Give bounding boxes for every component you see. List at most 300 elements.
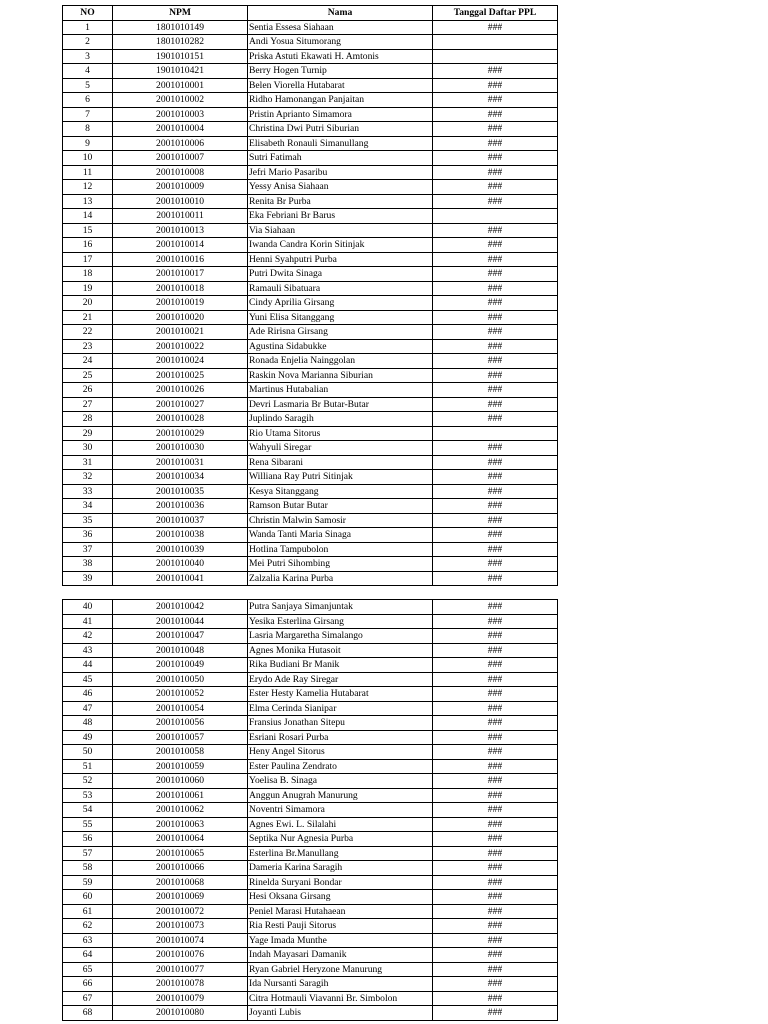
row-nama: Erydo Ade Ray Siregar [248,672,433,687]
row-npm: 2001010018 [113,281,248,296]
row-tanggal: ### [433,788,558,803]
row-tanggal: ### [433,672,558,687]
row-tanggal: ### [433,759,558,774]
row-npm: 2001010039 [113,542,248,557]
table-row [63,397,558,412]
table-row [63,223,558,238]
table-row [63,325,558,340]
row-nama: Yesika Esterlina Girsang [248,614,433,629]
row-no: 18 [63,267,113,282]
row-tanggal: ### [433,542,558,557]
row-tanggal: ### [433,904,558,919]
row-nama: Christin Malwin Samosir [248,513,433,528]
row-npm: 2001010026 [113,383,248,398]
row-tanggal: ### [433,933,558,948]
row-npm: 2001010030 [113,441,248,456]
table-row [63,455,558,470]
table-row [63,470,558,485]
table-row [63,194,558,209]
row-no: 10 [63,151,113,166]
row-nama: Sutri Fatimah [248,151,433,166]
row-no: 6 [63,93,113,108]
row-tanggal: ### [433,310,558,325]
table-row [63,904,558,919]
table-row [63,484,558,499]
table-row [63,962,558,977]
row-npm: 2001010064 [113,832,248,847]
row-tanggal: ### [433,296,558,311]
row-no: 52 [63,774,113,789]
table-row [63,745,558,760]
row-no: 23 [63,339,113,354]
row-tanggal: ### [433,78,558,93]
row-no: 36 [63,528,113,543]
row-nama: Williana Ray Putri Sitinjak [248,470,433,485]
row-no: 16 [63,238,113,253]
row-nama: Ridho Hamonangan Panjaitan [248,93,433,108]
row-npm: 2001010004 [113,122,248,137]
row-nama: Ramson Butar Butar [248,499,433,514]
row-nama: Dameria Karina Saragih [248,861,433,876]
table-row [63,209,558,224]
row-no: 31 [63,455,113,470]
row-nama: Elma Cerinda Sianipar [248,701,433,716]
row-no: 46 [63,687,113,702]
row-nama: Mei Putri Sihombing [248,557,433,572]
table-row [63,296,558,311]
row-npm: 2001010040 [113,557,248,572]
table-row [63,672,558,687]
row-npm: 2001010014 [113,238,248,253]
row-tanggal: ### [433,571,558,586]
student-table-part-1 [62,5,558,586]
row-tanggal: ### [433,252,558,267]
row-npm: 1801010149 [113,20,248,35]
row-npm: 2001010066 [113,861,248,876]
row-no: 44 [63,658,113,673]
row-tanggal: ### [433,991,558,1006]
table-row [63,383,558,398]
row-npm: 2001010068 [113,875,248,890]
row-no: 33 [63,484,113,499]
row-no: 12 [63,180,113,195]
table-row [63,93,558,108]
table-row [63,817,558,832]
row-tanggal: ### [433,441,558,456]
row-no: 28 [63,412,113,427]
row-tanggal: ### [433,528,558,543]
row-tanggal: ### [433,890,558,905]
row-tanggal: ### [433,875,558,890]
table-row [63,875,558,890]
table-row [63,339,558,354]
row-npm: 2001010060 [113,774,248,789]
row-nama: Esterlina Br.Manullang [248,846,433,861]
row-tanggal: ### [433,846,558,861]
row-npm: 2001010036 [113,499,248,514]
table-row [63,165,558,180]
row-nama: Agnes Ewi. L. Silalahi [248,817,433,832]
row-npm: 2001010010 [113,194,248,209]
row-nama: Noventri Simamora [248,803,433,818]
header-row [63,6,558,21]
row-tanggal: ### [433,194,558,209]
table-row [63,933,558,948]
row-no: 56 [63,832,113,847]
row-no: 13 [63,194,113,209]
row-nama: Eka Febriani Br Barus [248,209,433,224]
header-npm: NPM [113,6,248,21]
row-tanggal: ### [433,397,558,412]
row-no: 15 [63,223,113,238]
row-tanggal: ### [433,817,558,832]
row-nama: Yessy Anisa Siahaan [248,180,433,195]
table-row [63,1006,558,1021]
row-npm: 2001010035 [113,484,248,499]
row-npm: 2001010056 [113,716,248,731]
row-npm: 2001010001 [113,78,248,93]
row-no: 32 [63,470,113,485]
student-table-part-2 [62,599,558,1021]
row-npm: 2001010063 [113,817,248,832]
row-npm: 2001010034 [113,470,248,485]
table-row [63,759,558,774]
row-npm: 2001010052 [113,687,248,702]
row-npm: 2001010003 [113,107,248,122]
row-npm: 2001010027 [113,397,248,412]
row-no: 5 [63,78,113,93]
row-no: 14 [63,209,113,224]
row-npm: 2001010041 [113,571,248,586]
row-npm: 2001010049 [113,658,248,673]
row-no: 51 [63,759,113,774]
row-no: 35 [63,513,113,528]
row-tanggal [433,35,558,50]
row-tanggal: ### [433,64,558,79]
row-nama: Wanda Tanti Maria Sinaga [248,528,433,543]
row-npm: 2001010065 [113,846,248,861]
row-no: 11 [63,165,113,180]
row-no: 49 [63,730,113,745]
row-tanggal: ### [433,412,558,427]
row-nama: Pristin Aprianto Simamora [248,107,433,122]
row-nama: Esriani Rosari Purba [248,730,433,745]
table-row [63,991,558,1006]
row-nama: Cindy Aprilia Girsang [248,296,433,311]
table-row [63,122,558,137]
row-tanggal: ### [433,267,558,282]
row-no: 64 [63,948,113,963]
table-row [63,643,558,658]
table-row [63,557,558,572]
row-tanggal: ### [433,499,558,514]
row-no: 25 [63,368,113,383]
row-nama: Ida Nursanti Saragih [248,977,433,992]
table-row [63,730,558,745]
row-npm: 2001010073 [113,919,248,934]
row-npm: 2001010025 [113,368,248,383]
table-row [63,977,558,992]
header-no: NO [63,6,113,21]
table-row [63,281,558,296]
table-row [63,803,558,818]
row-tanggal: ### [433,716,558,731]
row-npm: 2001010019 [113,296,248,311]
row-nama: Martinus Hutabalian [248,383,433,398]
row-no: 4 [63,64,113,79]
row-npm: 2001010007 [113,151,248,166]
table-row [63,267,558,282]
row-no: 27 [63,397,113,412]
row-nama: Devri Lasmaria Br Butar-Butar [248,397,433,412]
row-npm: 2001010050 [113,672,248,687]
row-no: 63 [63,933,113,948]
row-npm: 2001010078 [113,977,248,992]
row-npm: 2001010029 [113,426,248,441]
row-npm: 2001010080 [113,1006,248,1021]
row-nama: Hesi Oksana Girsang [248,890,433,905]
header-nama: Nama [248,6,433,21]
table-row [63,20,558,35]
row-no: 60 [63,890,113,905]
row-npm: 2001010028 [113,412,248,427]
row-no: 50 [63,745,113,760]
row-nama: Renita Br Purba [248,194,433,209]
table-row [63,35,558,50]
row-npm: 1901010151 [113,49,248,64]
table-row [63,701,558,716]
row-tanggal: ### [433,919,558,934]
row-npm: 2001010006 [113,136,248,151]
table-row [63,542,558,557]
row-nama: Priska Astuti Ekawati H. Amtonis [248,49,433,64]
row-tanggal: ### [433,368,558,383]
row-npm: 2001010038 [113,528,248,543]
row-no: 19 [63,281,113,296]
table-row [63,846,558,861]
row-no: 59 [63,875,113,890]
table-row [63,107,558,122]
row-tanggal: ### [433,687,558,702]
row-no: 62 [63,919,113,934]
row-no: 47 [63,701,113,716]
row-tanggal: ### [433,745,558,760]
table-row [63,774,558,789]
row-tanggal: ### [433,629,558,644]
row-nama: Fransius Jonathan Sitepu [248,716,433,731]
row-nama: Elisabeth Ronauli Simanullang [248,136,433,151]
table-row [63,948,558,963]
row-tanggal: ### [433,962,558,977]
row-tanggal: ### [433,281,558,296]
row-tanggal: ### [433,20,558,35]
row-no: 68 [63,1006,113,1021]
row-no: 34 [63,499,113,514]
row-tanggal: ### [433,93,558,108]
row-no: 3 [63,49,113,64]
row-nama: Agnes Monika Hutasoit [248,643,433,658]
row-no: 26 [63,383,113,398]
table-row [63,136,558,151]
row-tanggal: ### [433,122,558,137]
row-nama: Ria Resti Pauji Sitorus [248,919,433,934]
table-row [63,252,558,267]
row-nama: Lasria Margaretha Simalango [248,629,433,644]
row-tanggal [433,49,558,64]
row-nama: Rena Sibarani [248,455,433,470]
table-row [63,513,558,528]
row-nama: Septika Nur Agnesia Purba [248,832,433,847]
row-no: 24 [63,354,113,369]
row-npm: 2001010074 [113,933,248,948]
table-row [63,441,558,456]
row-no: 21 [63,310,113,325]
row-tanggal: ### [433,107,558,122]
row-nama: Henni Syahputri Purba [248,252,433,267]
table-row [63,832,558,847]
row-tanggal: ### [433,325,558,340]
row-tanggal: ### [433,238,558,253]
row-nama: Iwanda Candra Korin Sitinjak [248,238,433,253]
row-tanggal: ### [433,600,558,615]
table-row [63,528,558,543]
row-nama: Sentia Essesa Siahaan [248,20,433,35]
row-tanggal: ### [433,383,558,398]
table-row [63,310,558,325]
row-no: 38 [63,557,113,572]
table-row [63,426,558,441]
row-tanggal: ### [433,774,558,789]
row-no: 42 [63,629,113,644]
row-npm: 2001010021 [113,325,248,340]
row-tanggal: ### [433,701,558,716]
row-no: 43 [63,643,113,658]
row-no: 53 [63,788,113,803]
row-nama: Ramauli Sibatuara [248,281,433,296]
row-tanggal: ### [433,136,558,151]
row-nama: Ryan Gabriel Heryzone Manurung [248,962,433,977]
row-no: 58 [63,861,113,876]
row-npm: 2001010020 [113,310,248,325]
row-npm: 2001010008 [113,165,248,180]
row-nama: Rika Budiani Br Manik [248,658,433,673]
row-no: 66 [63,977,113,992]
row-nama: Zalzalia Karina Purba [248,571,433,586]
row-nama: Rio Utama Sitorus [248,426,433,441]
row-nama: Rinelda Suryani Bondar [248,875,433,890]
table-row [63,78,558,93]
row-no: 57 [63,846,113,861]
table-row [63,151,558,166]
row-nama: Joyanti Lubis [248,1006,433,1021]
row-npm: 2001010072 [113,904,248,919]
table-row [63,354,558,369]
row-npm: 2001010079 [113,991,248,1006]
row-npm: 2001010048 [113,643,248,658]
row-nama: Ester Paulina Zendrato [248,759,433,774]
row-nama: Yuni Elisa Sitanggang [248,310,433,325]
row-no: 7 [63,107,113,122]
header-tanggal: Tanggal Daftar PPL [433,6,558,21]
row-tanggal: ### [433,861,558,876]
row-npm: 1901010421 [113,64,248,79]
row-no: 55 [63,817,113,832]
row-no: 65 [63,962,113,977]
row-nama: Heny Angel Sitorus [248,745,433,760]
row-npm: 1801010282 [113,35,248,50]
row-tanggal [433,426,558,441]
row-npm: 2001010022 [113,339,248,354]
row-nama: Jefri Mario Pasaribu [248,165,433,180]
row-tanggal: ### [433,977,558,992]
row-no: 54 [63,803,113,818]
row-no: 8 [63,122,113,137]
row-tanggal: ### [433,354,558,369]
row-npm: 2001010058 [113,745,248,760]
table-row [63,629,558,644]
row-nama: Anggun Anugrah Manurung [248,788,433,803]
row-tanggal: ### [433,832,558,847]
row-no: 2 [63,35,113,50]
row-nama: Via Siahaan [248,223,433,238]
row-npm: 2001010037 [113,513,248,528]
row-tanggal: ### [433,470,558,485]
row-tanggal: ### [433,643,558,658]
row-npm: 2001010057 [113,730,248,745]
row-tanggal: ### [433,1006,558,1021]
row-nama: Belen Viorella Hutabarat [248,78,433,93]
row-npm: 2001010011 [113,209,248,224]
row-no: 45 [63,672,113,687]
table-row [63,687,558,702]
row-no: 48 [63,716,113,731]
row-no: 22 [63,325,113,340]
row-no: 20 [63,296,113,311]
row-nama: Citra Hotmauli Viavanni Br. Simbolon [248,991,433,1006]
table-row [63,716,558,731]
row-npm: 2001010044 [113,614,248,629]
row-tanggal: ### [433,455,558,470]
row-no: 17 [63,252,113,267]
row-no: 37 [63,542,113,557]
row-nama: Ronada Enjelia Nainggolan [248,354,433,369]
row-npm: 2001010024 [113,354,248,369]
row-tanggal: ### [433,948,558,963]
row-tanggal: ### [433,151,558,166]
table-row [63,49,558,64]
table-row [63,499,558,514]
table-row [63,600,558,615]
row-npm: 2001010059 [113,759,248,774]
table-row [63,571,558,586]
row-npm: 2001010054 [113,701,248,716]
row-no: 40 [63,600,113,615]
row-nama: Wahyuli Siregar [248,441,433,456]
row-tanggal: ### [433,658,558,673]
row-tanggal: ### [433,557,558,572]
row-npm: 2001010069 [113,890,248,905]
row-tanggal: ### [433,803,558,818]
row-no: 1 [63,20,113,35]
row-nama: Peniel Marasi Hutahaean [248,904,433,919]
row-nama: Hotlina Tampubolon [248,542,433,557]
table-row [63,861,558,876]
row-no: 30 [63,441,113,456]
row-nama: Yage Imada Munthe [248,933,433,948]
table-row [63,614,558,629]
row-npm: 2001010061 [113,788,248,803]
table-row [63,64,558,79]
